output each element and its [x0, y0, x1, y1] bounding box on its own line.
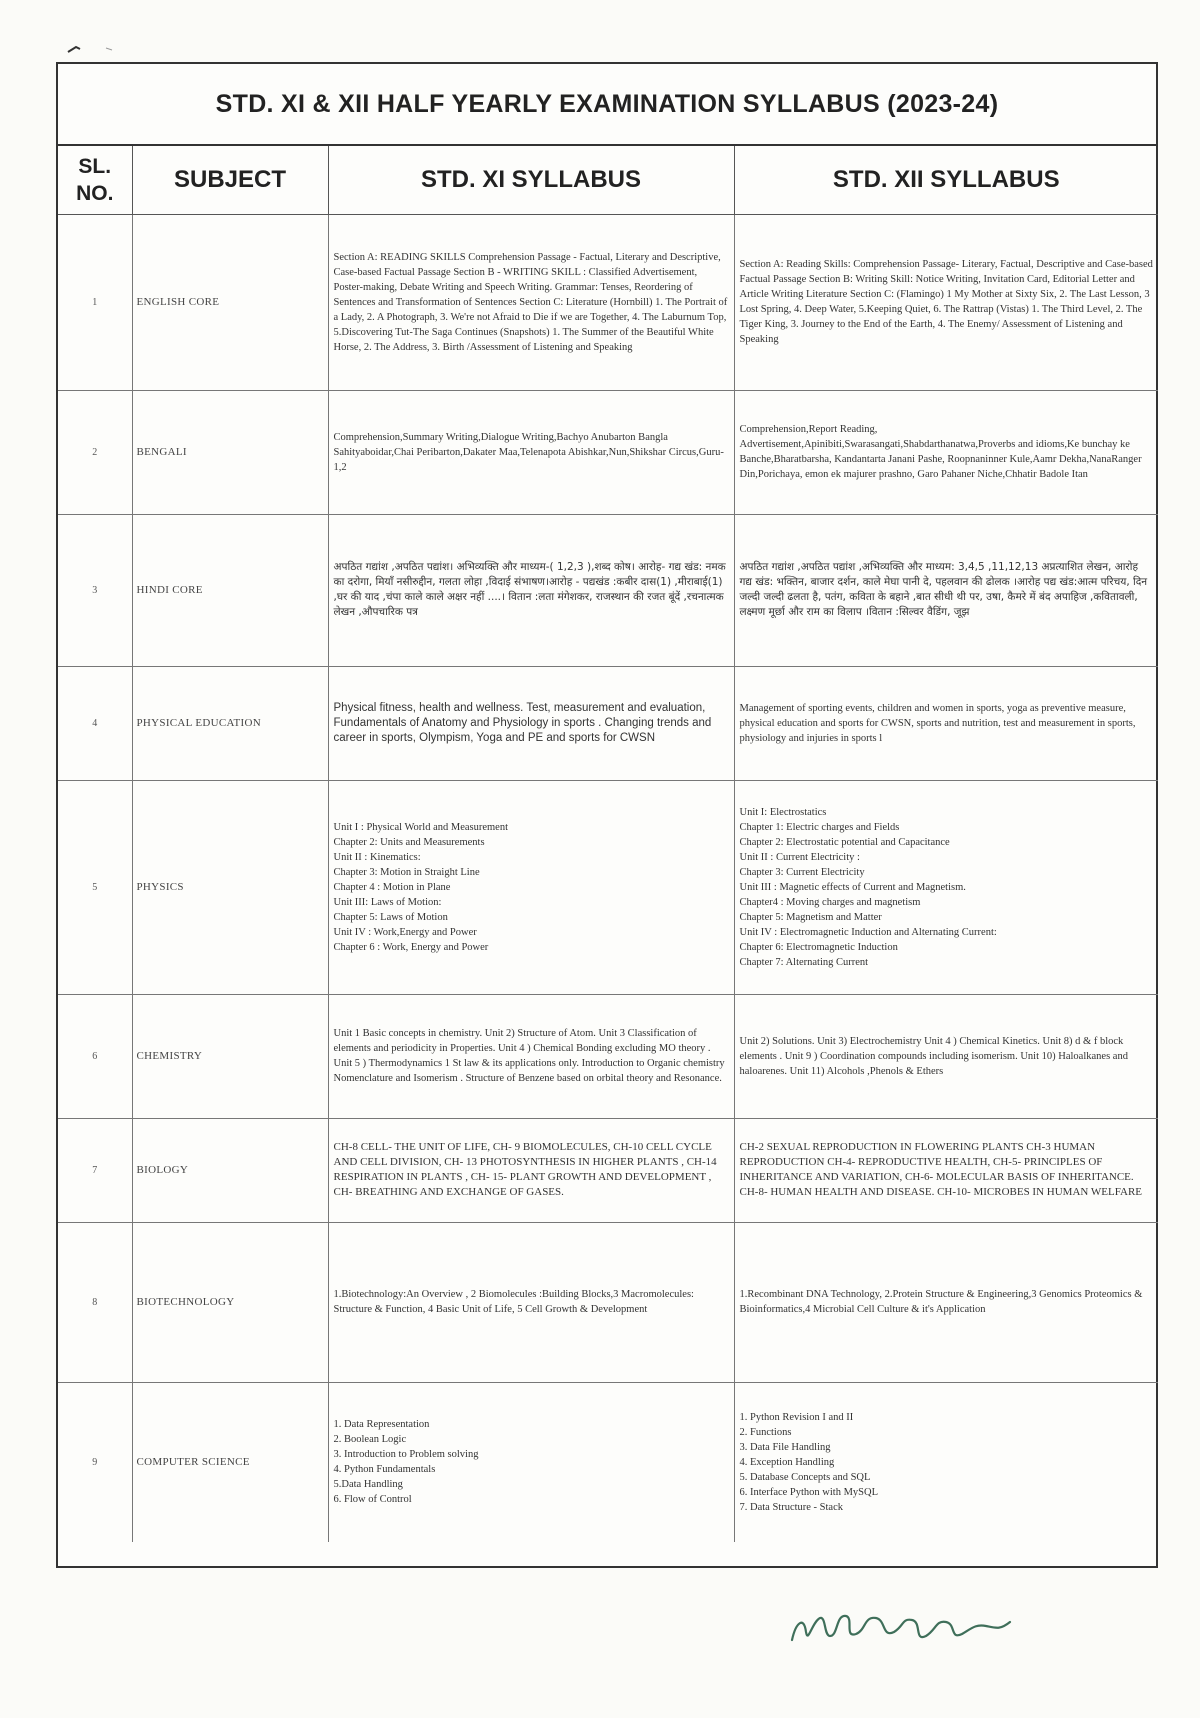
page-title: STD. XI & XII HALF YEARLY EXAMINATION SYLLABUS (2023-24)	[58, 64, 1156, 146]
row-subject: HINDI CORE	[132, 514, 328, 666]
list-item: Chapter 5: Magnetism and Matter	[739, 911, 882, 923]
row-xii-syllabus: Unit 2) Solutions. Unit 3) Electrochemistry Unit 4 ) Chemical Kinetics. Unit 8) d & f block elements . Unit 9 ) Coordination compounds including isomerism. Unit 10) Haloalkanes and haloarenes. Unit 11) Alcohols ,Phenols & Ethers	[734, 994, 1158, 1118]
list-item: 4. Python Fundamentals	[333, 1464, 436, 1476]
list-item: Chapter 6: Electromagnetic Induction	[739, 941, 898, 953]
row-subject: COMPUTER SCIENCE	[132, 1382, 328, 1542]
list-item: Unit II : Current Electricity :	[739, 851, 860, 863]
list-item: 1. Data Representation	[333, 1419, 430, 1431]
row-subject: BENGALI	[132, 390, 328, 514]
row-subject: PHYSICS	[132, 780, 328, 994]
table-row	[58, 214, 1158, 390]
table-row	[58, 390, 1158, 514]
list-item: 2. Boolean Logic	[333, 1434, 407, 1446]
table-row	[58, 1382, 1158, 1542]
row-sl: 8	[58, 1222, 132, 1382]
list-item: 3. Data File Handling	[739, 1441, 831, 1453]
list-item: 6. Interface Python with MySQL	[739, 1486, 879, 1498]
row-xi-syllabus: CH-8 CELL- THE UNIT OF LIFE, CH- 9 BIOMOLECULES, CH-10 CELL CYCLE AND CELL DIVISION, CH- 13 PHOTOSYNTHESIS IN HIGHER PLANTS , CH-14 RESPIRATION IN PLANTS , CH- 15- PLANT GROWTH AND DEVELOPMENT , CH- BREATHING AND EXCHANGE OF GASES.	[328, 1118, 734, 1222]
header-sl-line2: NO.	[76, 181, 114, 205]
row-sl: 4	[58, 666, 132, 780]
row-subject: ENGLISH CORE	[132, 214, 328, 390]
header-std-xii: STD. XII SYLLABUS	[734, 146, 1158, 214]
list-item: 6. Flow of Control	[333, 1494, 412, 1506]
list-item: Chapter 6 : Work, Energy and Power	[333, 941, 489, 953]
row-xi-syllabus	[328, 780, 734, 994]
table-header-row	[58, 146, 1158, 214]
table-row	[58, 994, 1158, 1118]
row-xi-syllabus: Section A: READING SKILLS Comprehension Passage - Factual, Literary and Descriptive, Case-based Factual Passage Section B - WRITING SKILL : Classified Advertisement, Poster-making, Debate Writing and Speech Writing. Grammar: Tenses, Reordering of Sentences and Transformation of Sentences Section C: Literature (Hornbill) 1. The Portrait of a Lady, 2. A Photograph, 3. We're not Afraid to Die if we are Together, 4. The Laburnum Top, 5.Discovering Tut-The Saga Continues (Snapshots) 1. The Summer of the Beautiful White Horse, 2. The Address, 3. Birth /Assessment of Listening and Speaking	[328, 214, 734, 390]
list-item: 1. Python Revision I and II	[739, 1411, 854, 1423]
table-row	[58, 1118, 1158, 1222]
row-sl: 1	[58, 214, 132, 390]
row-xii-syllabus: अपठित गद्यांश ,अपठित पद्यांश ,अभिव्यक्ति और माध्यम: 3,4,5 ,11,12,13 अप्रत्याशित लेखन, आरोह गद्य खंड: भक्तिन, बाजार दर्शन, काले मेघा पानी दे, पहलवान की ढोलक ।आरोह पद्य खंड:आत्म परिचय, दिन जल्दी जल्दी ढलता है, पतंग, कविता के बहाने ,बात सीधी थी पर, उषा, कैमरे में बंद अपाहिज ,कवितावली, लक्ष्मण मूर्छा और राम का विलाप ।वितान :सिल्वर वैडिंग, जूझ	[734, 514, 1158, 666]
row-xii-syllabus: Comprehension,Report Reading, Advertisement,Apinibiti,Swarasangati,Shabdarthanatwa,Proverbs and idioms,Ke bunchay ke Banche,Bharatbarsha, Kandantarta Janani Pashe, Roopnaninner Kule,Aamr Dekha,NanaRanger Din,Porichaya, emon ek majurer prashno, Garo Pahaner Niche,Chhatir Badole Itan	[734, 390, 1158, 514]
row-xii-syllabus: Management of sporting events, children and women in sports, yoga as preventive measure, physical education and sports for CWSN, sports and nutrition, test and measurement in sports, physiology and injuries in sports l	[734, 666, 1158, 780]
list-item: Unit IV : Electromagnetic Induction and Alternating Current:	[739, 926, 997, 938]
header-sl-no	[58, 146, 132, 214]
list-item: Unit II : Kinematics:	[333, 851, 421, 863]
row-subject: CHEMISTRY	[132, 994, 328, 1118]
list-item: 3. Introduction to Problem solving	[333, 1449, 479, 1461]
row-sl: 5	[58, 780, 132, 994]
row-xi-syllabus: Physical fitness, health and wellness. Test, measurement and evaluation, Fundamentals of Anatomy and Physiology in sports . Changing trends and career in sports, Olympism, Yoga and PE and sports for CWSN	[328, 666, 734, 780]
header-subject: SUBJECT	[132, 146, 328, 214]
list-item: Unit III: Laws of Motion:	[333, 896, 442, 908]
row-subject: BIOTECHNOLOGY	[132, 1222, 328, 1382]
row-xii-syllabus: CH-2 SEXUAL REPRODUCTION IN FLOWERING PLANTS CH-3 HUMAN REPRODUCTION CH-4- REPRODUCTIVE HEALTH, CH-5- PRINCIPLES OF INHERITANCE AND VARIATION, CH-6- MOLECULAR BASIS OF INHERITANCE. CH-8- HUMAN HEALTH AND DISEASE. CH-10- MICROBES IN HUMAN WELFARE	[734, 1118, 1158, 1222]
list-item: Unit IV : Work,Energy and Power	[333, 926, 477, 938]
header-std-xi: STD. XI SYLLABUS	[328, 146, 734, 214]
list-item: Chapter 1: Electric charges and Fields	[739, 821, 900, 833]
table-row	[58, 666, 1158, 780]
table-row	[58, 1222, 1158, 1382]
row-xi-syllabus: अपठित गद्यांश ,अपठित पद्यांश। अभिव्यक्ति और माध्यम-( 1,2,3 ),शब्द कोष। आरोह- गद्य खंड: नमक का दरोगा, मियाँ नसीरुद्दीन, गलता लोहा ,विदाई संभाषण।आरोह - पद्यखंड :कबीर दास(1) ,मीराबाई(1) ,घर की याद ,चंपा काले काले अक्षर नहीं ....। वितान :लता मंगेशकर, राजस्थान की रजत बूंदें ,रचनात्मक लेखन ,औपचारिक पत्र	[328, 514, 734, 666]
row-xi-syllabus: 1.Biotechnology:An Overview , 2 Biomolecules :Building Blocks,3 Macromolecules: Structure & Function, 4 Basic Unit of Life, 5 Cell Growth & Development	[328, 1222, 734, 1382]
list-item: Unit I : Physical World and Measurement	[333, 821, 509, 833]
list-item: Chapter4 : Moving charges and magnetism	[739, 896, 921, 908]
row-sl: 2	[58, 390, 132, 514]
row-xi-syllabus: Comprehension,Summary Writing,Dialogue Writing,Bachyo Anubarton Bangla Sahityaboidar,Chai Peribarton,Dakater Maa,Telenapota Abishkar,Nun,Shikshar Circus,Guru-1,2	[328, 390, 734, 514]
list-item: Chapter 7: Alternating Current	[739, 956, 869, 968]
list-item: 5. Database Concepts and SQL	[739, 1471, 871, 1483]
handwritten-signature	[786, 1592, 1016, 1656]
list-item: Chapter 3: Current Electricity	[739, 866, 865, 878]
row-sl: 6	[58, 994, 132, 1118]
row-sl: 9	[58, 1382, 132, 1542]
syllabus-page	[56, 62, 1158, 1568]
list-item: 4. Exception Handling	[739, 1456, 835, 1468]
list-item: 2. Functions	[739, 1426, 792, 1438]
list-item: Chapter 2: Electrostatic potential and Capacitance	[739, 836, 950, 848]
row-subject: PHYSICAL EDUCATION	[132, 666, 328, 780]
list-item: Unit III : Magnetic effects of Current and Magnetism.	[739, 881, 966, 893]
row-xi-syllabus: Unit 1 Basic concepts in chemistry. Unit 2) Structure of Atom. Unit 3 Classification of elements and periodicity in Properties. Unit 4 ) Chemical Bonding excluding MO theory . Unit 5 ) Thermodynamics 1 St law & its applications only. Introduction to Organic chemistry Nomenclature and Isomerism . Structure of Benzene based on orbital theory and Resonance.	[328, 994, 734, 1118]
row-xii-syllabus	[734, 780, 1158, 994]
list-item: 5.Data Handling	[333, 1479, 403, 1491]
row-xii-syllabus: 1.Recombinant DNA Technology, 2.Protein Structure & Engineering,3 Genomics Proteomics & Bioinformatics,4 Microbial Cell Culture & it's Application	[734, 1222, 1158, 1382]
list-item: 7. Data Structure - Stack	[739, 1501, 844, 1513]
row-sl: 3	[58, 514, 132, 666]
row-sl: 7	[58, 1118, 132, 1222]
row-subject: BIOLOGY	[132, 1118, 328, 1222]
header-sl-line1: SL.	[78, 154, 112, 178]
scan-mark	[66, 44, 116, 54]
list-item: Chapter 5: Laws of Motion	[333, 911, 448, 923]
row-xii-syllabus	[734, 1382, 1158, 1542]
list-item: Chapter 3: Motion in Straight Line	[333, 866, 480, 878]
table-row	[58, 514, 1158, 666]
list-item: Unit I: Electrostatics	[739, 806, 827, 818]
list-item: Chapter 4 : Motion in Plane	[333, 881, 451, 893]
row-xii-syllabus: Section A: Reading Skills: Comprehension Passage- Literary, Factual, Descriptive and Case-based Factual Passage Section B: Writing Skill: Notice Writing, Invitation Card, Editorial Letter and Article Writing Literature Section C: (Flamingo) 1 My Mother at Sixty Six, 2. The Last Lesson, 3 Lost Spring, 4. Deep Water, 5.Keeping Quiet, 6. The Rattrap (Vistas) 1. The Third Level, 2. The Tiger King, 3. Journey to the End of the Earth, 4. The Enemy/ Assessment of Listening and Speaking	[734, 214, 1158, 390]
list-item: Chapter 2: Units and Measurements	[333, 836, 485, 848]
row-xi-syllabus	[328, 1382, 734, 1542]
syllabus-table	[58, 146, 1158, 1542]
table-row	[58, 780, 1158, 994]
